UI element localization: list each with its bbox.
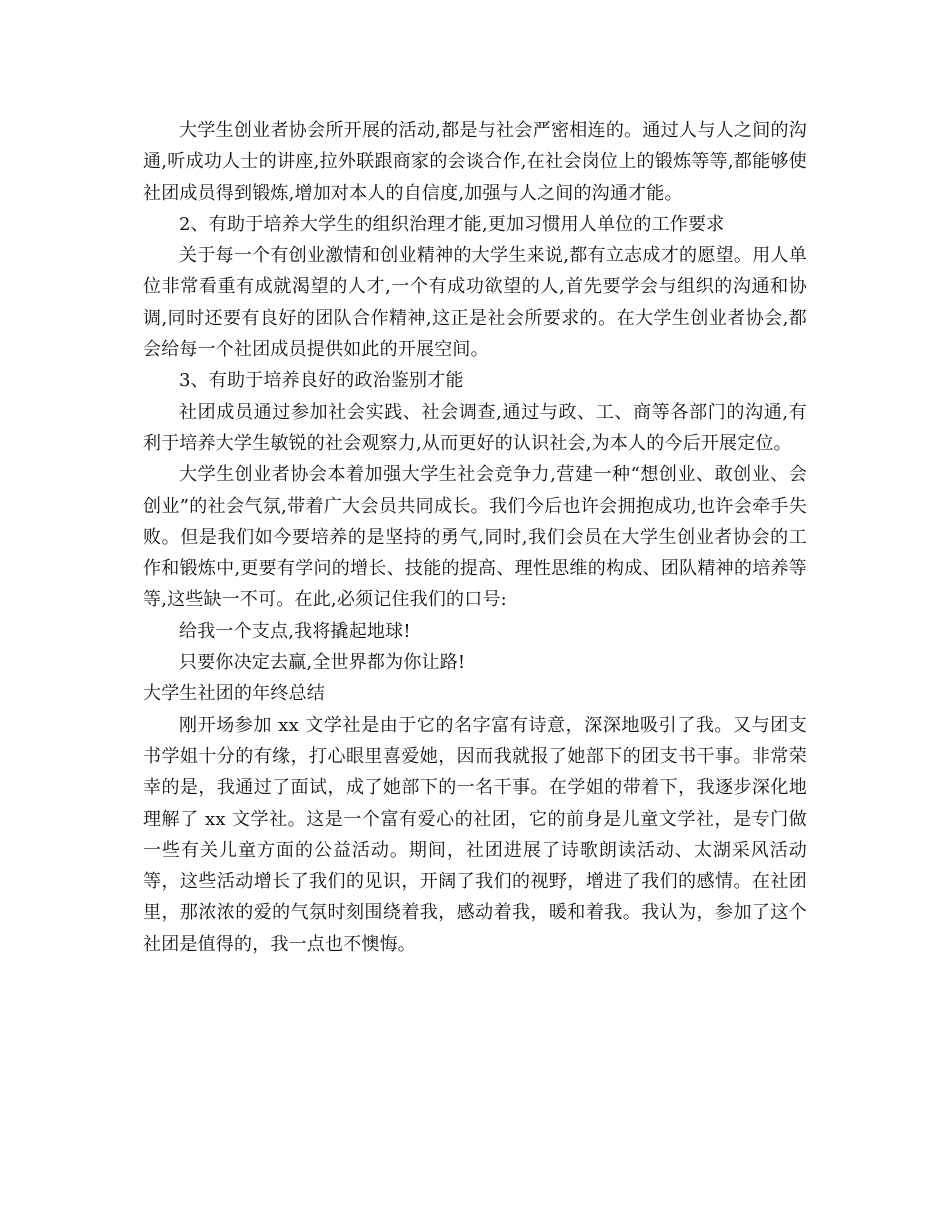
- paragraph-aspiration: 关于每一个有创业激情和创业精神的大学生来说,都有立志成才的愿望。用人单位非常看重有成就渴望的人才,一个有成功欲望的人,首先要学会与组织的沟通和协调,同时还要有良好的团队合作精神,这正是社会所要求的。在大学生创业者协会,都会给每一个社团成员提供如此的开展空间。: [143, 245, 807, 361]
- paragraph-association-activities: 大学生创业者协会所开展的活动,都是与社会严密相连的。通过人与人之间的沟通,听成功人士的讲座,拉外联跟商家的会谈合作,在社会岗位上的锻炼等等,都能够使社团成员得到锻炼,增加对本人的自信度,加强与人之间的沟通才能。: [143, 120, 807, 204]
- paragraph-point-3-heading: 3、有助于培养良好的政治鉴别才能: [179, 370, 464, 392]
- slogan-line-2: 只要你决定去赢,全世界都为你让路!: [179, 652, 466, 674]
- paragraph-social-practice: 社团成员通过参加社会实践、社会调查,通过与政、工、商等各部门的沟通,有利于培养大学生敏锐的社会观察力,从而更好的认识社会,为本人的今后开展定位。: [143, 401, 807, 454]
- section-title: 大学生社团的年终总结: [143, 683, 325, 705]
- paragraph-competitiveness: 大学生创业者协会本着加强大学生社会竞争力,营建一种“想创业、敢创业、会创业”的社会气氛,带着广大会员共同成长。我们今后也许会拥抱成功,也许会牵手失败。但是我们如今要培养的是坚持的勇气,同时,我们会员在大学生创业者协会的工作和锻炼中,更要有学问的增长、技能的提高、理性思维的构成、团队精神的培养等等,这些缺一不可。在此,必须记住我们的口号:: [143, 464, 807, 611]
- slogan-line-1: 给我一个支点,我将撬起地球!: [179, 620, 411, 642]
- document-page: [143, 115, 807, 960]
- paragraph-literature-club: 刚开场参加 xx 文学社是由于它的名字富有诗意，深深地吸引了我。又与团支书学姐十分的有缘，打心眼里喜爱她，因而我就报了她部下的团支书干事。非常荣幸的是，我通过了面试，成了她部下的一名干事。在学姐的带着下，我逐步深化地理解了 xx 文学社。这是一个富有爱心的社团，它的前身是儿童文学社，是专门做一些有关儿童方面的公益活动。期间，社团进展了诗歌朗读活动、太湖采风活动等，这些活动增长了我们的见识，开阔了我们的视野，增进了我们的感情。在社团里，那浓浓的爱的气氛时刻围绕着我，感动着我，暖和着我。我认为，参加了这个社团是值得的，我一点也不懊悔。: [143, 714, 807, 955]
- paragraph-point-2-heading: 2、有助于培养大学生的组织治理才能,更加习惯用人单位的工作要求: [179, 213, 725, 235]
